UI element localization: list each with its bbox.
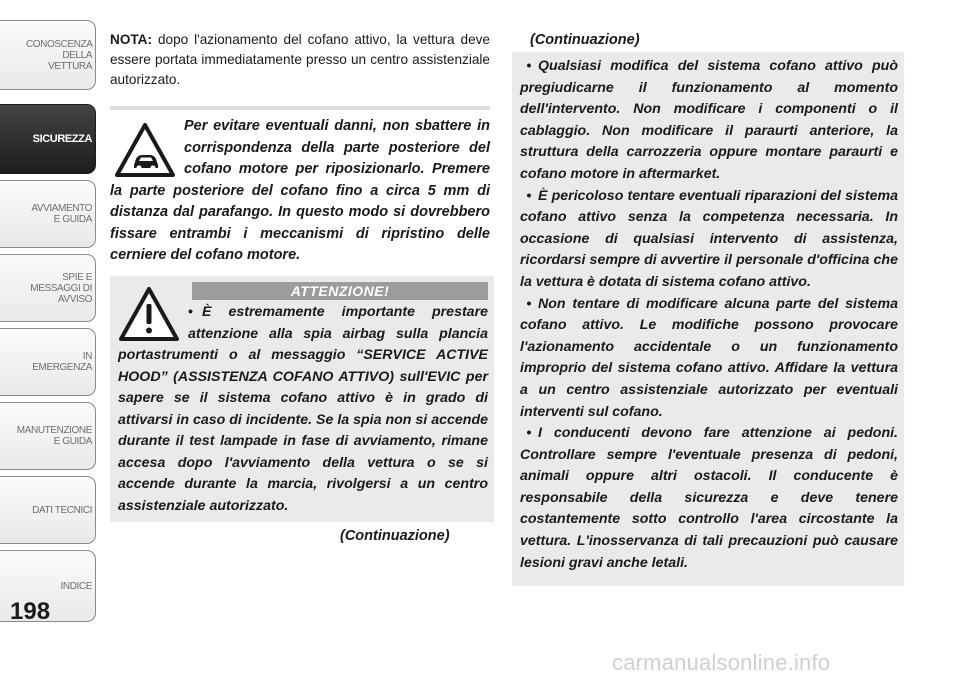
warning-box bbox=[110, 276, 494, 522]
bullet-item bbox=[520, 186, 898, 294]
bullet-dot: • bbox=[526, 58, 532, 74]
caution-block bbox=[110, 106, 490, 267]
tab-avviamento-e-guida[interactable] bbox=[0, 180, 96, 248]
bullet-dot: • bbox=[188, 304, 193, 320]
warning-box-continued bbox=[512, 52, 904, 586]
note-label: NOTA: bbox=[110, 32, 153, 47]
bullet-item bbox=[520, 56, 898, 186]
bullet-item bbox=[520, 423, 898, 574]
bullet-text: I conducenti devono fare attenzione ai pedoni. Controllare sempre l'eventuale presenza di pedoni, animali oppure altri ostacoli. Il conducente è responsabile della sicurezza e deve tenere costantemente sotto controllo l'area circostante la vettura. L'inosservanza di tali precauzioni può causare lesioni gravi anche letali. bbox=[520, 425, 898, 571]
tab-label: AVVIAMENTO E GUIDA bbox=[31, 203, 92, 225]
exclamation-warning-triangle-icon bbox=[118, 286, 180, 342]
tab-manutenzione[interactable] bbox=[0, 402, 96, 470]
tab-label: INDICE bbox=[60, 580, 92, 592]
bullet-text: Qualsiasi modifica del sistema cofano attivo può pregiudicarne il funzionamento al momento dell'intervento. Non modificare i componenti o il cablaggio. Non modificare il paraurti anteriore, la struttura della carrozzeria oppure montare paraurti e cofano motore in aftermarket. bbox=[520, 58, 898, 182]
tab-label: SPIE E MESSAGGI DI AVVISO bbox=[30, 271, 92, 305]
tab-sicurezza[interactable] bbox=[0, 104, 96, 174]
warning-header: ATTENZIONE! bbox=[192, 282, 488, 300]
warning-text-content: È estremamente importante prestare attenzione alla spia airbag sulla plancia portastrumenti o al messaggio “SERVICE ACTIVE HOOD” (ASSISTENZA COFANO ATTIVO) sull'EVIC per sapere se il sistema cofano attivo è in grado di attivarsi in caso di incidente. Se la spia non si accende durante il test lampade in fase di avviamento, rimane accesa dopo l'avviamento della vettura o se si accende durante la marcia, rivolgersi a un centro assistenziale autorizzato. bbox=[118, 304, 488, 514]
watermark: carmanualsonline.info bbox=[612, 650, 831, 675]
tab-label: SICUREZZA bbox=[32, 132, 92, 145]
continued-heading: (Continuazione) bbox=[530, 32, 640, 48]
bullet-dot: • bbox=[526, 187, 532, 204]
tab-dati-tecnici[interactable] bbox=[0, 476, 96, 544]
bullet-item bbox=[520, 294, 898, 424]
bullet-text: Non tentare di modificare alcuna parte del sistema cofano attivo. Le modifiche possono provocare l'azionamento accidentale o un funzionamento improprio del sistema cofano attivo. Affidare la vettura a un centro assistenziale autorizzato per eventuali interventi sul cofano. bbox=[520, 295, 898, 420]
tab-in-emergenza[interactable] bbox=[0, 328, 96, 396]
car-warning-triangle-icon bbox=[114, 122, 176, 178]
bullet-dot: • bbox=[526, 295, 532, 312]
note-paragraph bbox=[110, 30, 490, 90]
continued-label: (Continuazione) bbox=[340, 528, 450, 544]
caution-text: Per evitare eventuali danni, non sbattere in corrispondenza della parte posteriore del cofano motore per riposizionarlo. Premere la parte posteriore del cofano fino a circa 5 mm di distanza dal parafango. In questo modo si dovrebbero fissare entrambi i meccanismi di ripristino delle cerniere del cofano motore. bbox=[110, 118, 490, 263]
note-text: dopo l'azionamento del cofano attivo, la vettura deve essere portata immediatamente presso un centro assistenziale autorizzato. bbox=[110, 32, 490, 87]
tab-conoscenza-della-vettura[interactable] bbox=[0, 20, 96, 90]
tab-label: DATI TECNICI bbox=[32, 504, 92, 516]
tab-label: IN EMERGENZA bbox=[32, 351, 92, 373]
tab-spie-e-messaggi[interactable] bbox=[0, 254, 96, 322]
bullet-text: È pericoloso tentare eventuali riparazioni del sistema cofano attivo senza la competenza necessaria. In occasione di qualsiasi intervento di assistenza, ricordarsi sempre di avvertire il personale d'officina che la vettura è dotata di sistema cofano attivo. bbox=[520, 187, 898, 290]
tab-label: CONOSCENZA DELLA VETTURA bbox=[25, 38, 93, 72]
chapter-tabs bbox=[0, 0, 98, 630]
bullet-dot: • bbox=[526, 425, 532, 442]
tab-label: MANUTENZIONE E GUIDA bbox=[16, 425, 92, 447]
note-block bbox=[110, 24, 490, 90]
page-number: 198 bbox=[10, 598, 51, 625]
